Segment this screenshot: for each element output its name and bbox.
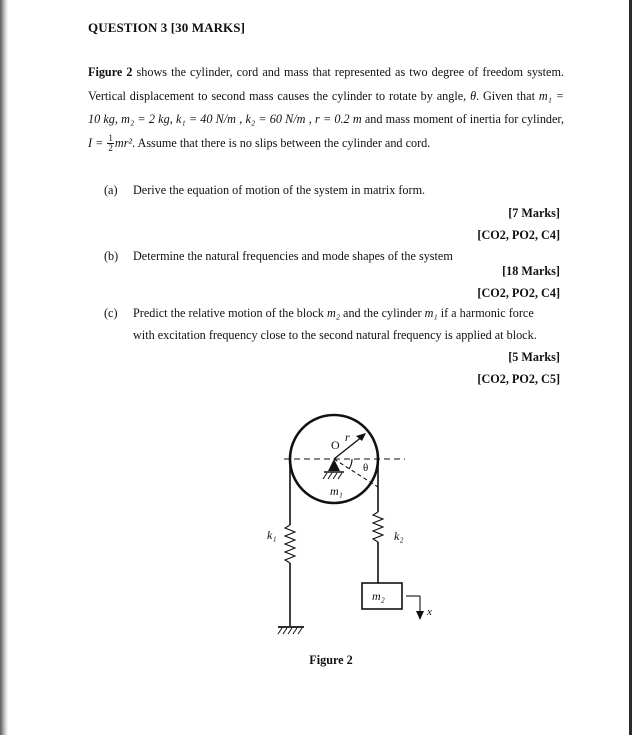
part-c-text: Predict the relative motion of the block m₂ and the cylinder m₁ if a harmonic force — [133, 306, 534, 320]
fraction-one-half: $\frac{1}{2}$ — [108, 133, 113, 154]
pin-support — [328, 459, 340, 471]
figure-caption: Figure 2 — [309, 653, 353, 667]
x-arrowhead — [416, 611, 424, 620]
part-c-label: (c) — [104, 306, 118, 320]
part-a-outcomes: [CO2, PO2, C4] — [477, 228, 560, 242]
label-m2: m₂ — [372, 589, 385, 603]
part-a-label: (a) — [104, 183, 118, 197]
spring-k2 — [373, 512, 383, 542]
label-theta: θ — [363, 462, 369, 474]
part-c-marks: [5 Marks] — [508, 350, 560, 364]
part-b-marks: [18 Marks] — [502, 264, 560, 278]
part-c-text-line2: with excitation frequency close to the second natural frequency is applied at block. — [133, 328, 537, 342]
angle-reference-line — [334, 459, 378, 487]
spring-k1 — [285, 525, 295, 563]
part-a-text: Derive the equation of motion of the system in matrix form. — [133, 183, 426, 197]
label-m1: m₁ — [330, 484, 343, 498]
theta-arc — [349, 459, 352, 469]
label-r: r — [345, 430, 350, 444]
problem-statement: Figure 2 shows the cylinder, cord and mass that represented as two degree of freedom system. Vertical displacement to second mass causes the cylinder to rotate by angle, θ. Given that m₁ = 10 kg, m₂ = 2 kg, k₁ = 40 N/m , k₂ = 60 N/m , r = 0.2 m and mass moment of inertia for cylinder, I = $\frac{1}{2}$ mr². Assume that there is no slips between the cylinder and cord. — [88, 65, 565, 154]
question-title: QUESTION 3 [30 MARKS] — [88, 20, 246, 35]
figure-reference: Figure 2 — [88, 65, 133, 79]
label-x: x — [427, 606, 432, 618]
label-O: O — [331, 438, 340, 452]
part-c-outcomes: [CO2, PO2, C5] — [477, 372, 560, 386]
part-b-outcomes: [CO2, PO2, C4] — [477, 286, 560, 300]
part-b-text: Determine the natural frequencies and mode shapes of the system — [133, 249, 453, 263]
part-a-marks: [7 Marks] — [508, 206, 560, 220]
label-k1: k₁ — [267, 528, 277, 542]
part-b-label: (b) — [104, 249, 119, 263]
label-k2: k₂ — [394, 529, 404, 543]
